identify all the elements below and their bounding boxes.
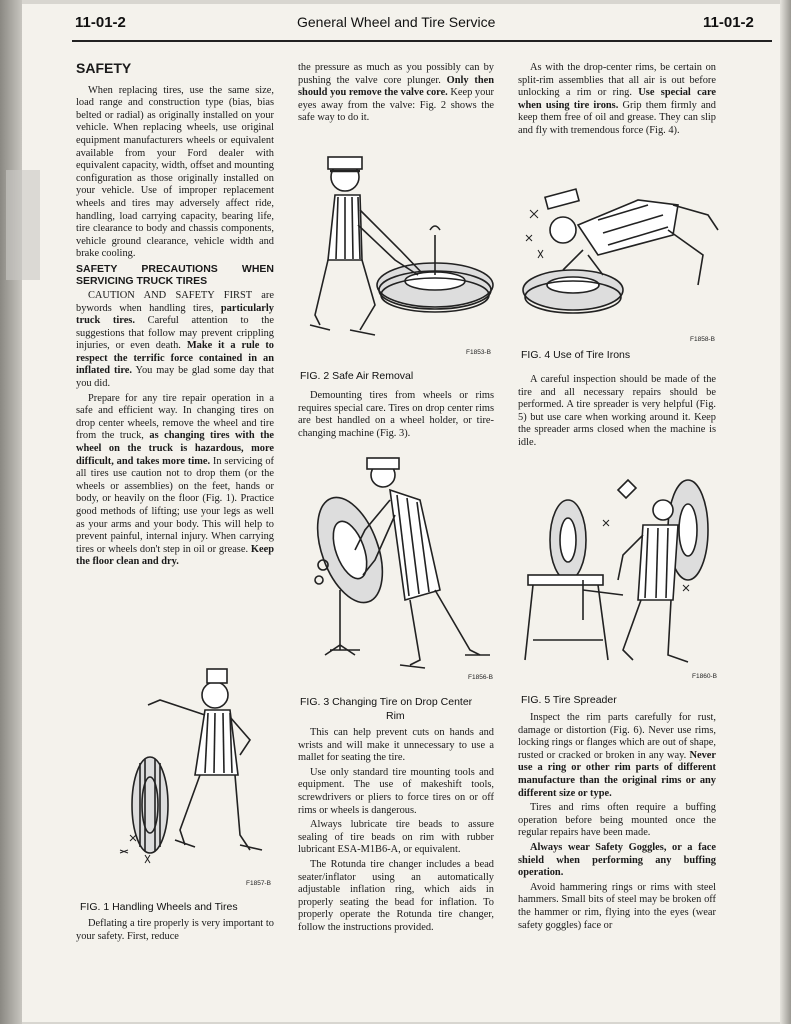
column-3-top — [518, 62, 716, 140]
paragraph: Always lubricate tire beads to assure sealing of tire beads on rim with rubber lubricant ESA-M1B6-A, or equivalent. — [298, 819, 494, 856]
column-3-middle — [518, 374, 716, 452]
fig5-code: F1860-B — [692, 673, 717, 680]
column-2-middle — [298, 390, 494, 442]
fig3-code: F1856-B — [468, 674, 493, 681]
paragraph: Avoid hammering rings or rims with steel hammers. Small bits of steel may be broken off the hammer or rim, flying into the eyes (wear safety goggles) face or — [518, 881, 716, 931]
paragraph: Deflating a tire properly is very important to your safety. First, reduce — [76, 918, 274, 942]
column-1-bottom — [76, 918, 274, 945]
page-title: General Wheel and Tire Service — [297, 14, 496, 30]
column-2-top — [298, 62, 494, 127]
binding-gutter — [0, 0, 22, 1024]
page-number-right: 11-01-2 — [703, 14, 754, 31]
fig2-caption: FIG. 2 Safe Air Removal — [300, 370, 414, 382]
section-tab — [6, 170, 40, 280]
page-edge — [780, 0, 791, 1024]
paragraph: Demounting tires from wheels or rims requires special care. Tires on drop center rims are best handled on a wheel holder, or tire-changing machine (Fig. 3). — [298, 390, 494, 439]
fig2-illustration — [300, 135, 495, 345]
fig1-caption: FIG. 1 Handling Wheels and Tires — [80, 901, 238, 913]
paragraph: This can help prevent cuts on hands and wrists and will make it unnecessary to use a mallet for seating the tire. — [298, 727, 494, 764]
header-rule — [72, 40, 772, 42]
column-3-bottom — [518, 712, 716, 934]
paragraph: Tires and rims often require a buffing operation before being mounted once the regular repairs have been made. — [518, 802, 716, 839]
fig3-caption-line1: FIG. 3 Changing Tire on Drop Center — [300, 696, 473, 708]
paragraph: the pressure as much as you possibly can by pushing the valve core plunger. Only then should you remove the valve core. Keep your eyes away from the valve: Fig. 2 shows the safe way to do it. — [298, 62, 495, 124]
section-heading: SAFETY — [76, 60, 132, 76]
paragraph: As with the drop-center rims, be certain on split-rim assemblies that all air is out before unlocking a rim or ring. Use special care when using tire irons. Grip them firmly and keep them free of oil and grease. They can slip and fly with tremendous force (Fig. 4). — [518, 62, 716, 136]
fig4-code: F1858-B — [690, 336, 715, 343]
column-1 — [76, 62, 274, 571]
paragraph: Inspect the rim parts carefully for rust, damage or distortion (Fig. 6). Never use rims, locking rings or flanges which are out of shape, rusted or cracked or broken in any way. Never use a ring or other rim parts of different manufacture than the original rims or any different size or type. — [518, 712, 716, 799]
subsection-heading: SAFETY PRECAUTIONS WHEN SERVICING TRUCK TIRES — [76, 262, 274, 288]
paragraph: A careful inspection should be made of the tire and all necessary repairs should be performed. A tire spreader is very helpful (Fig. 5) but use care when working around it. Keep the spreader arms closed when the machine is idle. — [518, 374, 716, 448]
fig3-illustration — [305, 450, 500, 675]
paragraph: When replacing tires, use the same size, load range and construction type (bias, bias belted or radial) as originally installed on your vehicle. When replacing wheels, use original equipment manufacturers wheels or equivalent available from your Ford dealer with equivalent capacity, width, offset and mounting configuration as those originally installed on your vehicle. Use of improper replacement wheels and tires may adversely affect ride, handling, load carrying capacity, bearing life, tire clearance to body and chassis components, vehicle ground clearance, vehicle width and brake cooling. — [76, 84, 274, 260]
paragraph: CAUTION AND SAFETY FIRST are bywords when handling tires, particularly truck tires. Careful attention to the suggestions that follow may prevent crippling injuries, or even death. Make it a rule to respect the terrific force contained in an inflated tire. You may be glad some day that you did. — [76, 289, 274, 390]
fig1-illustration — [100, 655, 280, 885]
fig5-illustration — [523, 470, 718, 675]
page-number-left: 11-01-2 — [75, 14, 126, 31]
paragraph: Always wear Safety Goggles, or a face shield when performing any buffing operation. — [518, 841, 716, 879]
paragraph: Prepare for any tire repair operation in a safe and efficient way. In changing tires on drop center wheels, remove the wheel and tire from the truck, as changing tires with the wheel on the truck is hazardous, more difficult, and takes more time. In servicing of all tires use caution not to drop them (or the wheels or assemblies) on the feet, hands or body, or heavily on the floor (Fig. 1). Practice good methods of lifting; use your legs as well as your arms and your body. This will help to prevent painful, internal injury. When carrying tires or wheels don't step in oil or grease. Keep the floor clean and dry. — [76, 392, 274, 568]
fig4-illustration — [518, 175, 723, 335]
paragraph: The Rotunda tire changer includes a bead seater/inflator using an automatically adjustable inflation ring, which aids in properly seating the bead for inflation. To properly operate the Rotunda tire changer, follow the instructions provided. — [298, 858, 494, 933]
fig3-caption-line2: Rim — [386, 710, 405, 722]
fig2-code: F1853-B — [466, 349, 491, 356]
column-2-bottom — [298, 727, 494, 937]
fig5-caption: FIG. 5 Tire Spreader — [521, 694, 617, 706]
fig4-caption: FIG. 4 Use of Tire Irons — [521, 349, 631, 361]
fig1-code: F1857-B — [246, 880, 271, 887]
paragraph: Use only standard tire mounting tools and equipment. The use of makeshift tools, screwdrivers or pliers to force tires on or off rims or wheels is dangerous. — [298, 766, 494, 816]
